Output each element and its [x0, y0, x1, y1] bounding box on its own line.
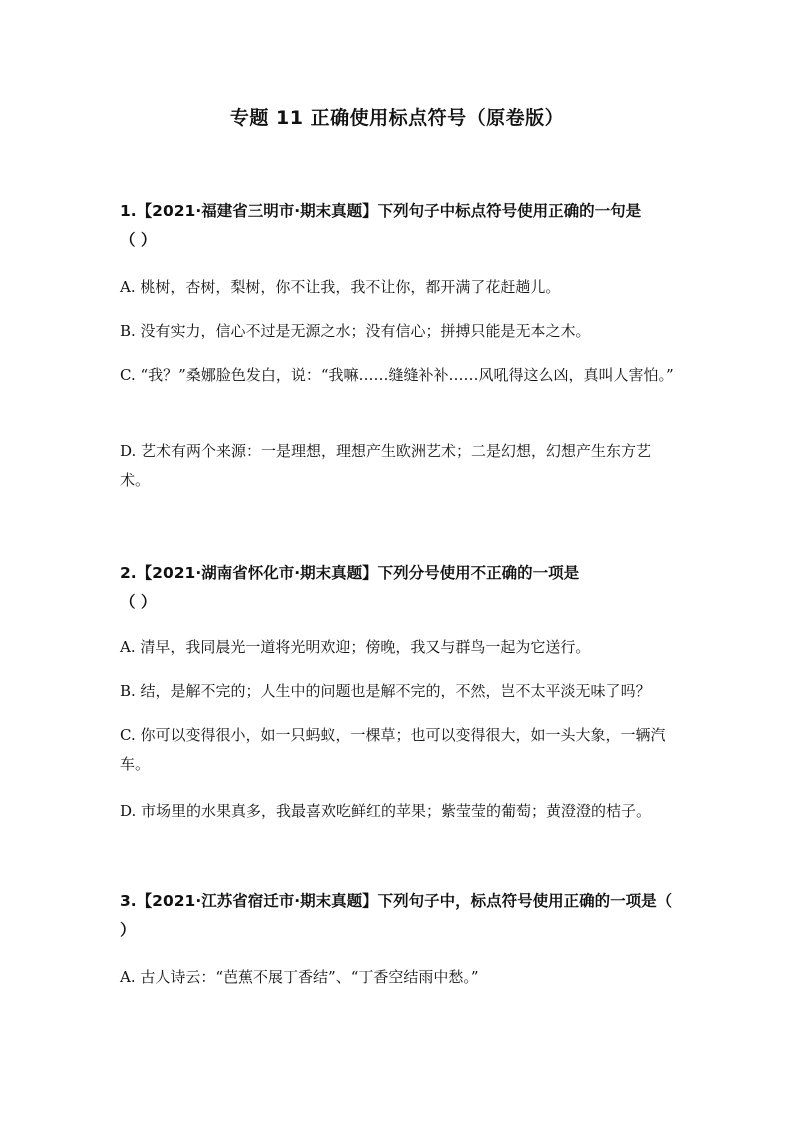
question-1-option-b: B. 没有实力，信心不过是无源之水；没有信心；拼搏只能是无本之木。: [120, 322, 591, 340]
question-2-text: 2.【2021·湖南省怀化市·期末真题】下列分号使用不正确的一项是: [120, 564, 580, 582]
question-2-option-c: C. 你可以变得很小，如一只蚂蚁，一棵草；也可以变得很大，如一头大象，一辆汽车。: [120, 726, 666, 773]
question-3-option-a: A. 古人诗云：“芭蕉不展丁香结”、“丁香空结雨中愁。”: [120, 968, 479, 986]
question-1-option-d: D. 艺术有两个来源：一是理想，理想产生欧洲艺术；二是幻想，幻想产生东方艺术。: [120, 442, 652, 489]
question-1-stem: [120, 197, 680, 255]
question-2-option-a: A. 清早，我同晨光一道将光明欢迎；傍晚，我又与群鸟一起为它送行。: [120, 638, 591, 656]
question-2-blank: （ ）: [120, 593, 157, 611]
question-2-option-b: B. 结，是解不完的；人生中的问题也是解不完的，不然，岂不太平淡无味了吗？: [120, 682, 651, 700]
question-1-option-a: A. 桃树，杏树，梨树，你不让我，我不让你，都开满了花赶趟儿。: [120, 278, 561, 296]
question-1-option-c: C. “我？”桑娜脸色发白，说：“我嘛……缝缝补补……风吼得这么凶，真叫人害怕。”: [120, 366, 674, 384]
question-1-blank: （ ）: [120, 231, 157, 249]
question-1-text: 1.【2021·福建省三明市·期末真题】下列句子中标点符号使用正确的一句是: [120, 202, 642, 220]
question-2-option-d: D. 市场里的水果真多，我最喜欢吃鲜红的苹果；紫莹莹的葡萄；黄澄澄的桔子。: [120, 802, 652, 820]
page-title: 专题 11 正确使用标点符号（原卷版）: [229, 107, 565, 129]
question-3-stem: 3.【2021·江苏省宿迁市·期末真题】下列句子中，标点符号使用正确的一项是（ ）: [120, 892, 673, 939]
question-2-stem: [120, 559, 680, 617]
